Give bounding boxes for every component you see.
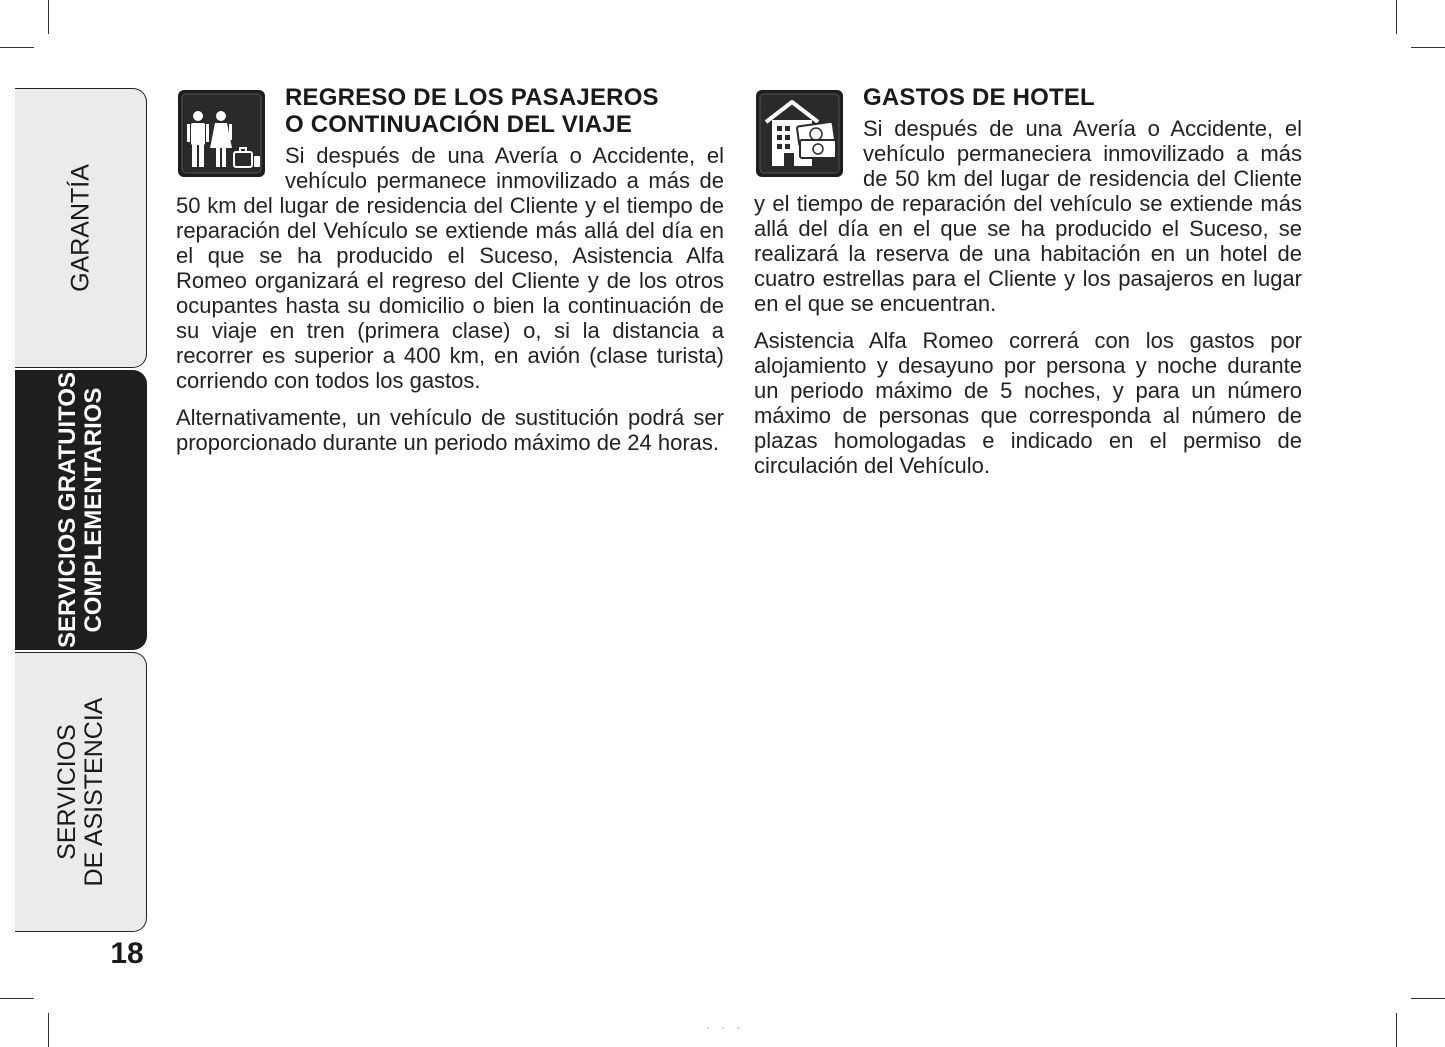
hotel-money-icon [756,90,843,177]
paragraph: Si después de una Avería o Accidente, el vehículo permaneciera inmovilizado a más de 50 km del lugar de residencia del Cliente y el tiempo de reparación del vehículo se extiende más allá del día en el que se ha producido el Suceso, se realizará la reserva de una habitación en un hotel de cuatro estrellas para el Cliente y los pasajeros en lugar en el que se encuentran. [754,116,1302,316]
crop-mark [0,47,34,48]
tab-servicios-asistencia-label [54,698,108,887]
paragraph: Alternativamente, un vehículo de sustitución podrá ser proporcionado durante un periodo máximo de 24 horas. [176,405,724,455]
paragraph: Asistencia Alfa Romeo correrá con los gastos por alojamiento y desayuno por persona y noche durante un periodo máximo de 5 noches, y para un número máximo de personas que corresponda al número de plazas homologadas e indicado en el permiso de circulación del Vehículo. [754,328,1302,478]
crop-mark [1396,1013,1397,1047]
tab-label-line: COMPLEMENTARIOS [79,387,107,633]
section-title: GASTOS DE HOTEL [863,84,1095,111]
crop-mark [0,998,34,999]
crop-mark [48,1013,49,1047]
page-number: 18 [110,937,144,970]
passengers-luggage-icon [178,90,265,177]
footer-dots: · · · [706,1020,745,1034]
tab-garantia[interactable] [15,88,147,368]
tab-servicios-asistencia[interactable] [15,652,147,932]
tab-label-line: DE ASISTENCIA [79,697,108,887]
title-line: O CONTINUACIÓN DEL VIAJE [285,111,633,138]
crop-mark [1411,47,1445,48]
plus-icon [24,506,30,534]
section-gastos-hotel [754,84,1302,490]
tab-servicios-gratuitos-label [55,372,107,648]
paragraph: Si después de una Avería o Accidente, el vehículo permanece inmovilizado a más de 50 km del lugar de residencia del Cliente y el tiempo de reparación del Vehículo se extiende más allá del día en el que se ha producido el Suceso, Asistencia Alfa Romeo organizará el regreso del Cliente y de los otros ocupantes hasta su domicilio o bien la continuación de su viaje en tren (primera clase) o, si la distancia a recorrer es superior a 400 km, en avión (clase turista) corriendo con todos los gastos. [176,143,724,393]
tab-garantia-label: GARANTÍA [66,164,94,292]
crop-mark [1396,0,1397,34]
crop-mark [1411,998,1445,999]
crop-mark [48,0,49,34]
tab-servicios-gratuitos[interactable] [15,370,147,650]
section-regreso-pasajeros [176,84,724,467]
title-line: REGRESO DE LOS PASAJEROS [285,84,659,111]
tab-label-line: SERVICIOS [52,724,81,860]
tab-label-line: SERVICIOS GRATUITOS [53,371,81,649]
